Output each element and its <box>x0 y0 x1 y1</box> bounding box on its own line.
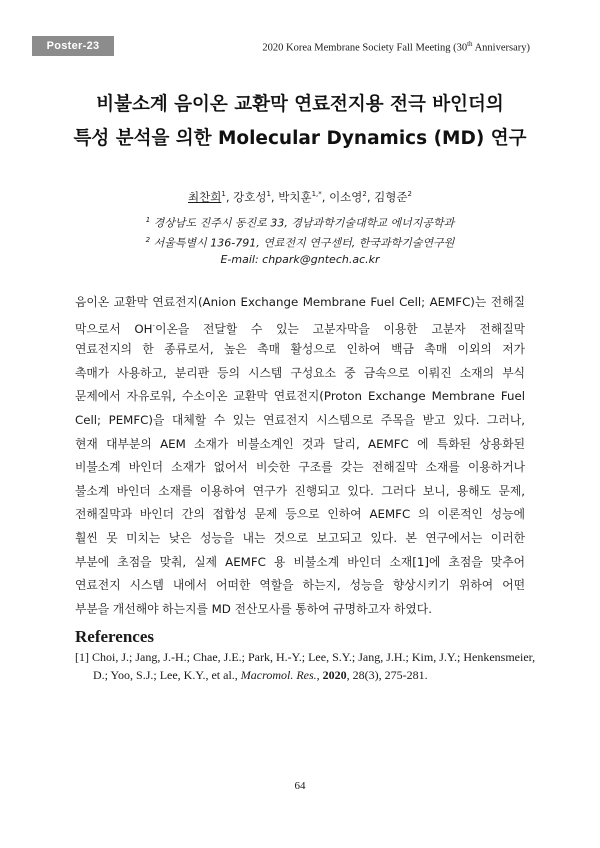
abstract-line: 부분에 초점을 맞춰, 실제 AEMFC 용 비불소계 바인더 소재[1]에 초점을 맞추어 <box>75 554 525 569</box>
author-list: 최찬희$^1$, 강호성$^1$, 박치훈$^{1,*}$, 이소영$^2$, 김형준$^2$ <box>188 190 412 204</box>
author-name: 최찬희 <box>188 190 222 204</box>
meeting-text-end: Anniversary) <box>472 42 530 54</box>
abstract-line-part: 막으로서 OH <box>75 321 153 336</box>
abstract-line: 문제에서 자유로워, 수소이온 교환막 연료전지(Proton Exchange Membrane Fuel <box>75 389 525 404</box>
author-affil-sup: 2 <box>362 190 367 199</box>
reference-1-line-1: [1] Choi, J.; Jang, J.-H.; Chae, J.E.; Park, H.-Y.; Lee, S.Y.; Jang, J.H.; Kim, J.Y.; Henkensmeier, <box>75 650 536 664</box>
reference-volume-pages: , 28(3), 275-281. <box>346 668 428 682</box>
abstract-line: 불소계 바인더 소재를 이용하여 연구가 진행되고 있다. 그러다 보니, 용해도 문제, <box>75 483 525 498</box>
reference-list <box>75 648 535 684</box>
affiliation-2-sup: 2 <box>145 235 151 244</box>
poster-badge: Poster-23 <box>32 36 114 56</box>
author-affil-sup: 2 <box>407 190 412 199</box>
page-number: 64 <box>294 780 306 792</box>
abstract-line: 연료전지의 한 종류로서, 높은 촉매 활성으로 인하여 백금 촉매 이외의 저가 <box>75 342 525 357</box>
title-line-2: 특성 분석을 의한 Molecular Dynamics (MD) 연구 <box>73 128 527 149</box>
abstract-line: 부분을 개선해야 하는지를 MD 전산모사를 통하여 규명하고자 하였다. <box>75 601 432 616</box>
author-affil-sup: 1,* <box>311 190 322 199</box>
abstract-line: 음이온 교환막 연료전지(Anion Exchange Membrane Fuel Cell; AEMFC)는 전해질 <box>75 295 525 309</box>
meeting-header <box>262 40 530 54</box>
affiliation-1-sup: 1 <box>145 216 151 224</box>
abstract-line: 비불소계 바인더 소재가 없어서 비슷한 구조를 갖는 전해질막 소재를 이용하거나 <box>75 460 525 475</box>
hydroxide-charge-sup: - <box>152 321 156 330</box>
author-name: 강호성 <box>233 190 267 204</box>
reference-authors: D.; Yoo, S.J.; Lee, K.Y., et al., <box>93 668 241 682</box>
meeting-superscript: th <box>467 40 473 48</box>
abstract-line: 촉매가 사용하고, 분리판 등의 시스템 구성요소 중 금속으로 이뤄진 소재의 부식 <box>75 365 525 380</box>
author-affil-sup: 1 <box>266 190 271 199</box>
author-name: 김형준 <box>374 190 408 204</box>
abstract-line: 전해질막과 바인더 간의 접합성 문제 등으로 인하여 AEMFC 의 이론적인 성능에 <box>75 507 525 522</box>
author-name: 박치훈 <box>278 190 312 204</box>
affiliation-2 <box>40 232 560 252</box>
abstract-line: 현재 대부분의 AEM 소재가 비불소계인 것과 달리, AEMFC 에 특화된 상용화된 <box>75 436 525 451</box>
references-heading: References <box>75 627 154 646</box>
contact-email: E-mail: chpark@gntech.ac.kr <box>220 253 380 267</box>
reference-year: 2020 <box>322 668 347 682</box>
author-name: 이소영 <box>329 190 363 204</box>
author-affil-sup: 1 <box>221 190 226 199</box>
abstract-line: 연료전지 시스템 내에서 어떠한 역할을 하는지, 성능을 향상시키기 위하여 어떤 <box>75 578 525 593</box>
abstract-line-part: 이온을 전달할 수 있는 고분자막을 이용한 고분자 전해질막 <box>155 321 525 336</box>
affiliations <box>40 212 560 268</box>
reference-journal: Macromol. Res. <box>240 668 317 682</box>
abstract-line: Cell; PEMFC)을 대체할 수 있는 연료전지 시스템으로 주목을 받고 있다. 그러나, <box>75 412 525 427</box>
abstract-line <box>75 315 525 339</box>
title-line-1: 비불소계 음이온 교환막 연료전지용 전극 바인더의 <box>96 94 504 115</box>
reference-separator: , <box>316 668 323 682</box>
paper-title <box>40 88 560 156</box>
affiliation-1 <box>40 212 560 232</box>
reference-1-line-2 <box>75 666 535 684</box>
affiliation-1-text: 경상남도 진주시 동진로 33, 경남과학기술대학교 에너지공학과 <box>153 216 455 230</box>
meeting-text: 2020 Korea Membrane Society Fall Meeting (30 <box>262 42 468 54</box>
affiliation-2-text: 서울특별시 136-791, 연료전지 연구센터, 한국과학기술연구원 <box>153 236 455 250</box>
abstract-body <box>75 291 525 621</box>
abstract-line: 훨씬 못 미치는 낮은 성능을 내는 것으로 보고되고 있다. 본 연구에서는 이러한 <box>75 530 525 545</box>
